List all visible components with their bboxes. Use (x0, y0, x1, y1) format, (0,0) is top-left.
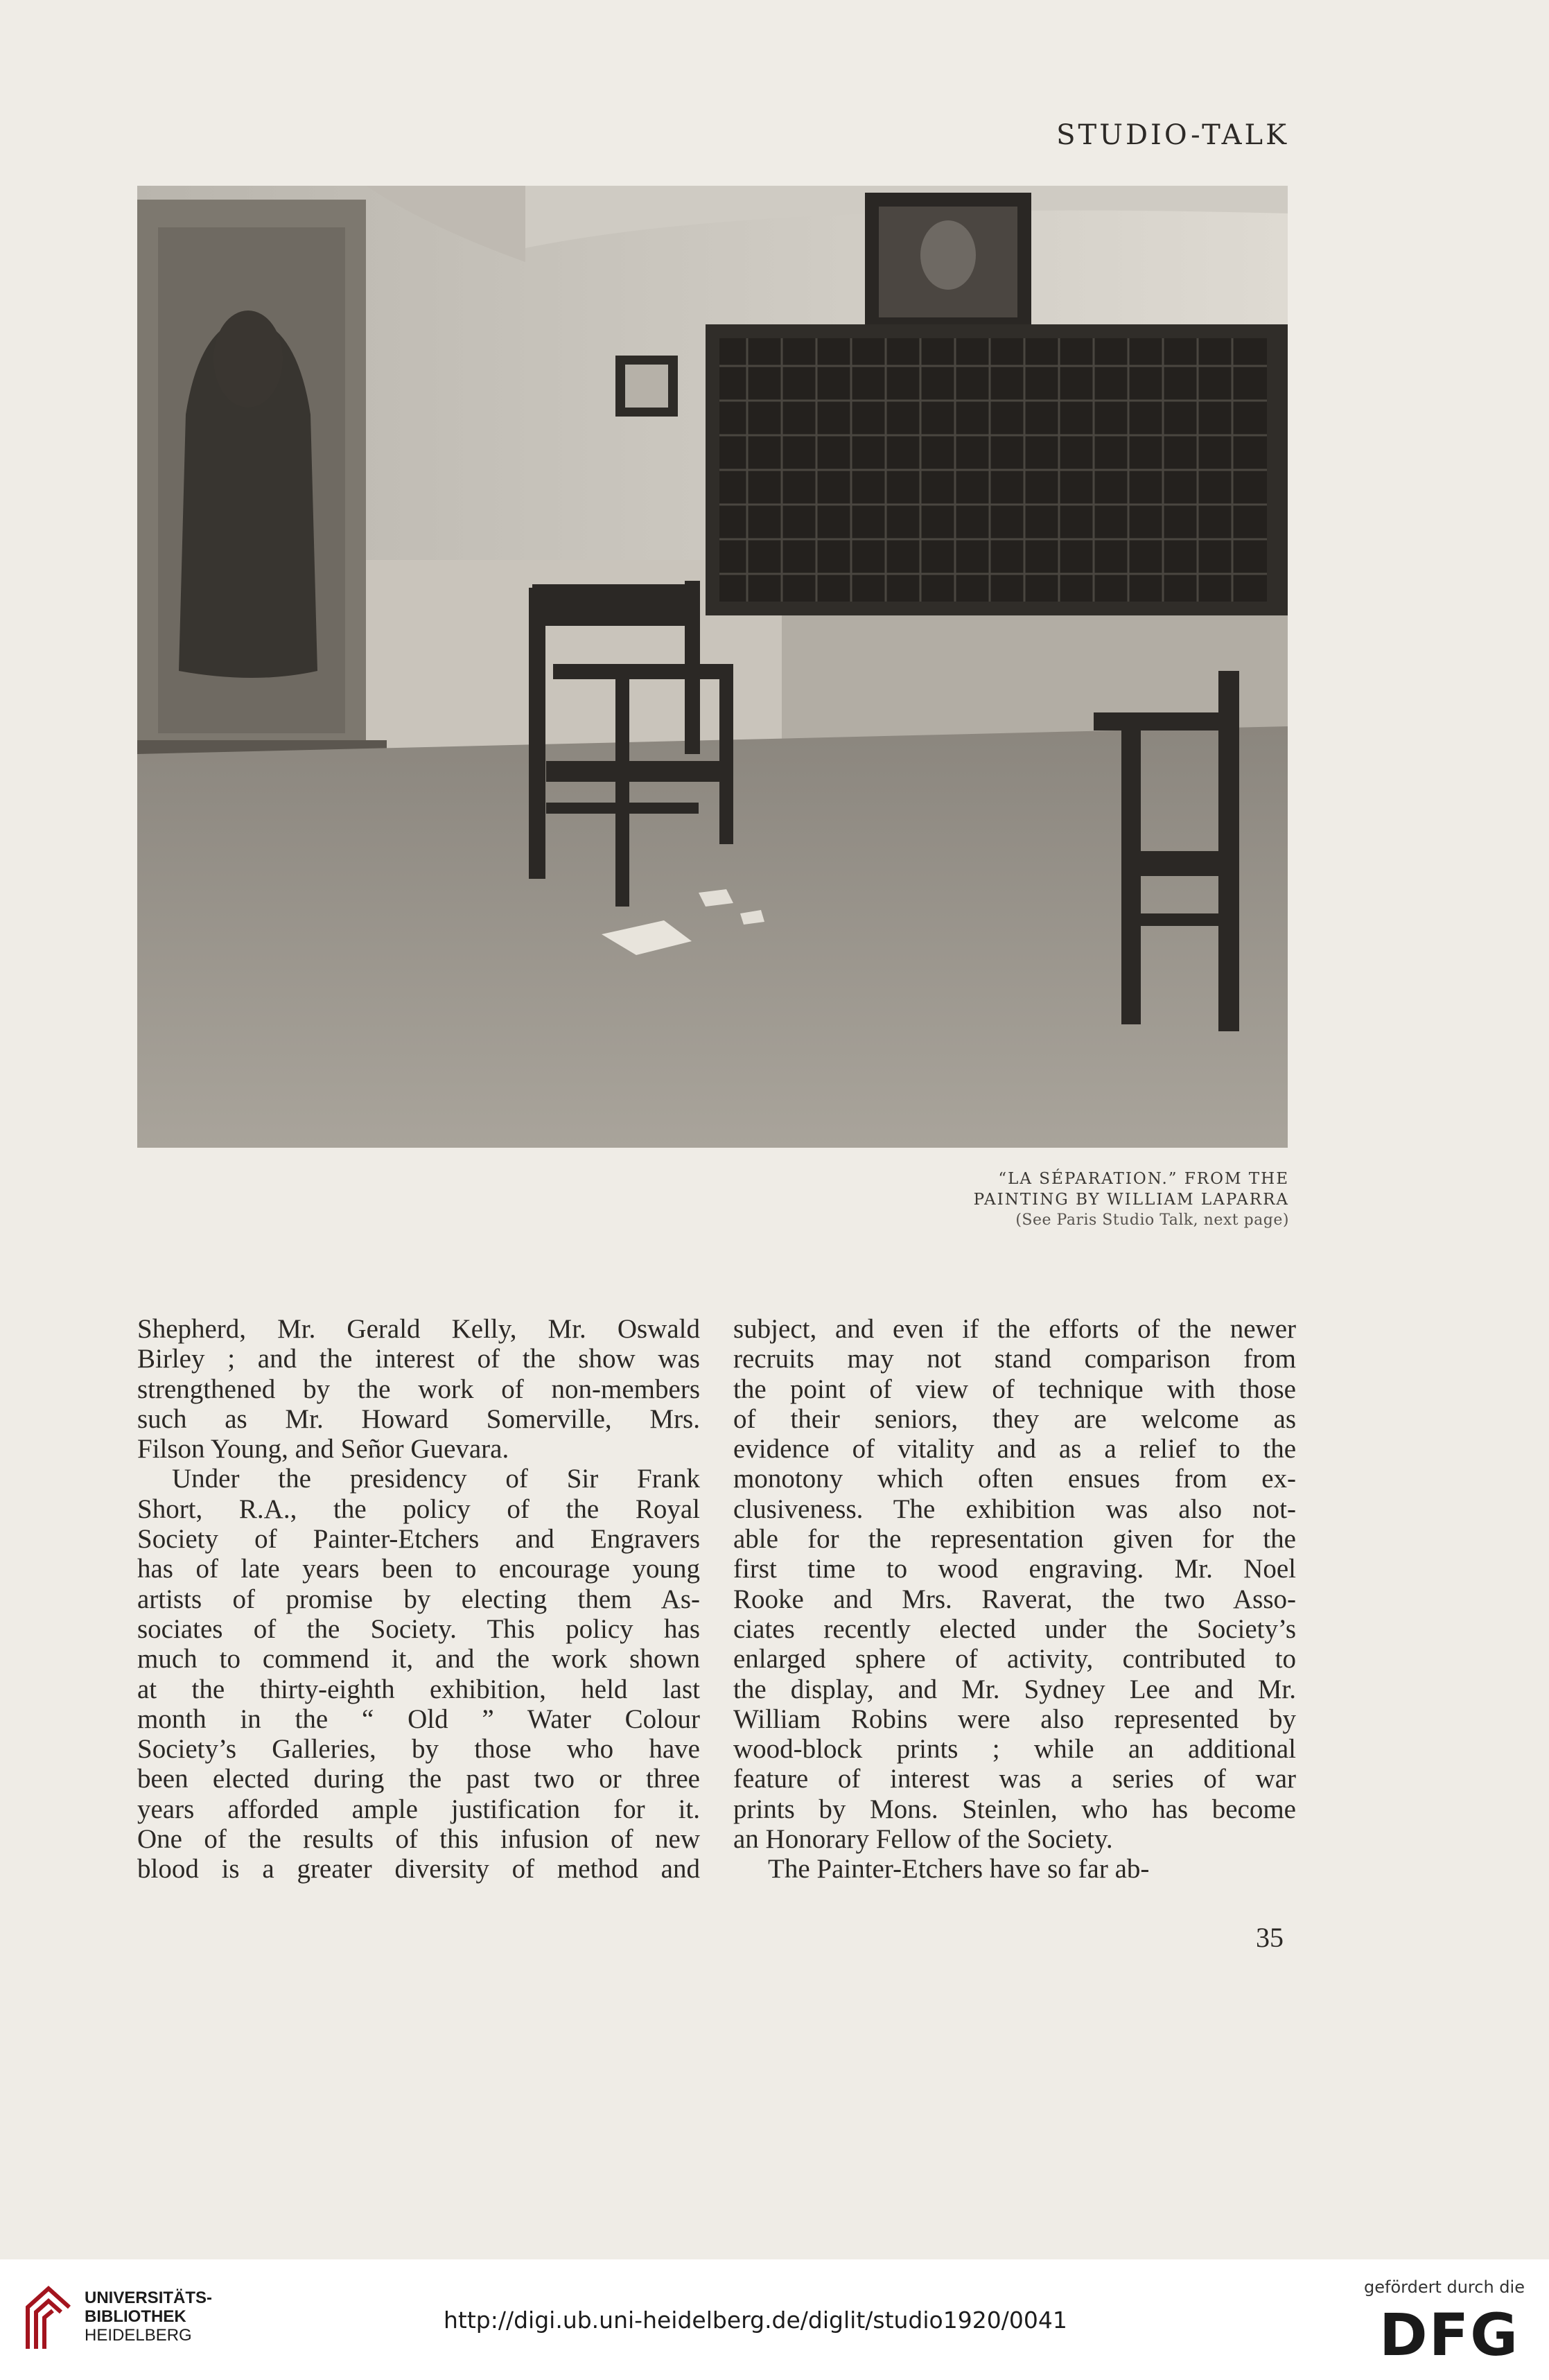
text-line: blood is a greater diversity of method and (137, 1854, 700, 1884)
text-line: monotony which often ensues from ex- (733, 1464, 1296, 1494)
right-paragraph-1 (733, 1314, 1296, 1854)
dfg-logo: DFG (1379, 2301, 1520, 2369)
text-line: has of late years been to encourage young (137, 1554, 700, 1584)
text-line: subject, and even if the efforts of the newer (733, 1314, 1296, 1344)
text-line: much to commend it, and the work shown (137, 1644, 700, 1674)
permalink-url[interactable]: http://digi.ub.uni-heidelberg.de/diglit/studio1920/0041 (444, 2307, 1067, 2334)
text-line: William Robins were also represented by (733, 1704, 1296, 1734)
caption-artist: PAINTING BY WILLIAM LAPARRA (973, 1191, 1289, 1209)
text-line: Society’s Galleries, by those who have (137, 1734, 700, 1765)
right-paragraph-2 (733, 1854, 1296, 1884)
text-line: Rooke and Mrs. Raverat, the two Asso- (733, 1584, 1296, 1614)
university-library-logo-icon (21, 2283, 75, 2352)
text-line: the display, and Mr. Sydney Lee and Mr. (733, 1674, 1296, 1704)
library-line-1: UNIVERSITÄTS- (85, 2289, 213, 2307)
caption-title: “LA SÉPARATION.” FROM THE (998, 1170, 1289, 1188)
text-line: clusiveness. The exhibition was also not- (733, 1494, 1296, 1524)
text-line: month in the “ Old ” Water Colour (137, 1704, 700, 1734)
caption-note: (See Paris Studio Talk, next page) (1015, 1211, 1289, 1229)
text-line: evidence of vitality and as a relief to the (733, 1434, 1296, 1464)
running-head: STUDIO-TALK (1056, 119, 1289, 151)
left-column (137, 1314, 700, 1884)
text-line: at the thirty-eighth exhibition, held last (137, 1674, 700, 1704)
text-line: Under the presidency of Sir Frank (172, 1464, 700, 1494)
text-line: sociates of the Society. This policy has (137, 1613, 700, 1644)
library-line-2: BIBLIOTHEK (85, 2307, 186, 2326)
funding-note: gefördert durch die (1364, 2277, 1525, 2297)
text-line: wood-block prints ; while an additional (733, 1734, 1296, 1765)
text-line: Society of Painter-Etchers and Engravers (137, 1524, 700, 1555)
text-line: strengthened by the work of non-members (137, 1374, 700, 1404)
text-line: Short, R.A., the policy of the Royal (137, 1494, 700, 1524)
text-line: Shepherd, Mr. Gerald Kelly, Mr. Oswald (137, 1314, 700, 1344)
text-line: able for the representation given for the (733, 1524, 1296, 1555)
text-line: Filson Young, and Señor Guevara. (137, 1434, 509, 1464)
text-line: enlarged sphere of activity, contributed to (733, 1644, 1296, 1674)
text-line: such as Mr. Howard Somerville, Mrs. (137, 1403, 700, 1434)
painting-image (137, 186, 1288, 1148)
text-line: One of the results of this infusion of new (137, 1824, 700, 1855)
footer-bar (0, 2259, 1549, 2380)
text-line: first time to wood engraving. Mr. Noel (733, 1554, 1296, 1584)
left-paragraph-2 (137, 1464, 700, 1884)
text-line: the point of view of technique with those (733, 1374, 1296, 1404)
library-line-3: HEIDELBERG (85, 2326, 192, 2345)
text-line: ciates recently elected under the Society’s (733, 1613, 1296, 1644)
text-line: recruits may not stand comparison from (733, 1344, 1296, 1374)
text-line: Birley ; and the interest of the show was (137, 1344, 700, 1374)
painting-plate (137, 186, 1288, 1148)
text-line: years afforded ample justification for it. (137, 1794, 700, 1824)
text-line: artists of promise by electing them As- (137, 1584, 700, 1614)
text-line: an Honorary Fellow of the Society. (733, 1824, 1113, 1855)
plate-caption (832, 1169, 1289, 1231)
text-line: prints by Mons. Steinlen, who has become (733, 1794, 1296, 1824)
page-number: 35 (1256, 1922, 1284, 1953)
text-line: been elected during the past two or three (137, 1764, 700, 1794)
right-column (733, 1314, 1296, 1884)
left-paragraph-1 (137, 1314, 700, 1464)
text-line: of their seniors, they are welcome as (733, 1403, 1296, 1434)
text-line: The Painter-Etchers have so far ab- (768, 1854, 1150, 1884)
library-name (85, 2289, 212, 2345)
text-line: feature of interest was a series of war (733, 1764, 1296, 1794)
